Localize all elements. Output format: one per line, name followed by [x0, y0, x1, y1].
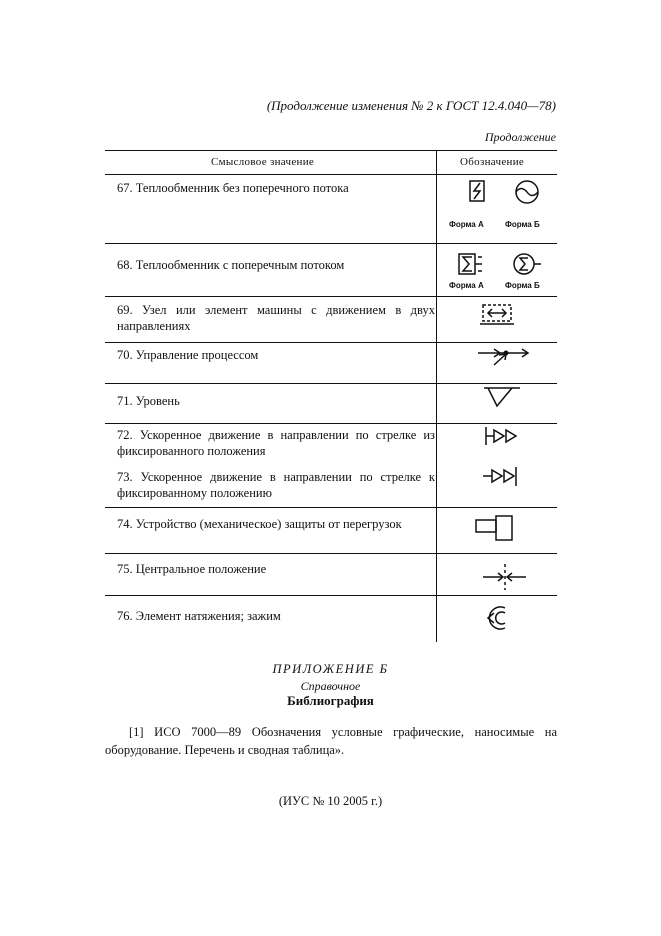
row-74-text: 74. Устройство (механическое) защиты от перегрузок [117, 517, 402, 531]
row-75-text: 75. Центральное положение [117, 562, 267, 576]
forma-a-label: Форма А [449, 220, 484, 229]
appendix-subtitle: Справочное [300, 679, 361, 693]
bibliography-heading: Библиография [287, 693, 374, 708]
row-76-text: 76. Элемент натяжения; зажим [117, 609, 281, 623]
accelerated-motion-from-fixed-icon [436, 424, 557, 464]
forma-b-label: Форма Б [505, 220, 540, 229]
row-71-text: 71. Уровень [117, 394, 180, 408]
row-72-text: 72. Ускоренное движение в направлении по стрелке из фиксированного положения [117, 428, 435, 458]
level-icon [436, 384, 557, 423]
bibliography-entry: [1] ИСО 7000—89 Обозначения условные графические, наносимые на оборудование. Перечень и сводная таблица». [105, 725, 557, 757]
row-70-text: 70. Управление процессом [117, 348, 259, 362]
source-note: (ИУС № 10 2005 г.) [278, 794, 383, 808]
page-header: (Продолжение изменения № 2 к ГОСТ 12.4.040—78) [266, 98, 556, 113]
tension-clamp-icon [436, 596, 557, 642]
row-69-text: 69. Узел или элемент машины с движением в двух направлениях [117, 303, 435, 333]
row-73-text: 73. Ускоренное движение в направлении по стрелке к фиксированному положению [117, 470, 435, 500]
appendix-title: ПРИЛОЖЕНИЕ Б [272, 662, 389, 676]
row-67-text: 67. Теплообменник без поперечного потока [117, 181, 349, 195]
central-position-icon [436, 554, 557, 595]
forma-a-label: Форма А [449, 281, 484, 290]
continuation-label: Продолжение [484, 130, 556, 144]
bidirectional-motion-unit-icon [436, 297, 557, 342]
accelerated-motion-to-fixed-icon [436, 464, 557, 507]
process-control-icon [436, 343, 557, 383]
row-68-text: 68. Теплообменник с поперечным потоком [117, 258, 345, 272]
heat-exchanger-cross-flow-icon [436, 244, 557, 296]
heat-exchanger-no-cross-flow-icon [436, 175, 557, 243]
column-header-meaning: Смысловое значение [211, 156, 315, 168]
forma-b-label: Форма Б [505, 281, 540, 290]
column-header-symbol: Обозначение [460, 156, 525, 168]
overload-protection-icon [436, 508, 557, 553]
